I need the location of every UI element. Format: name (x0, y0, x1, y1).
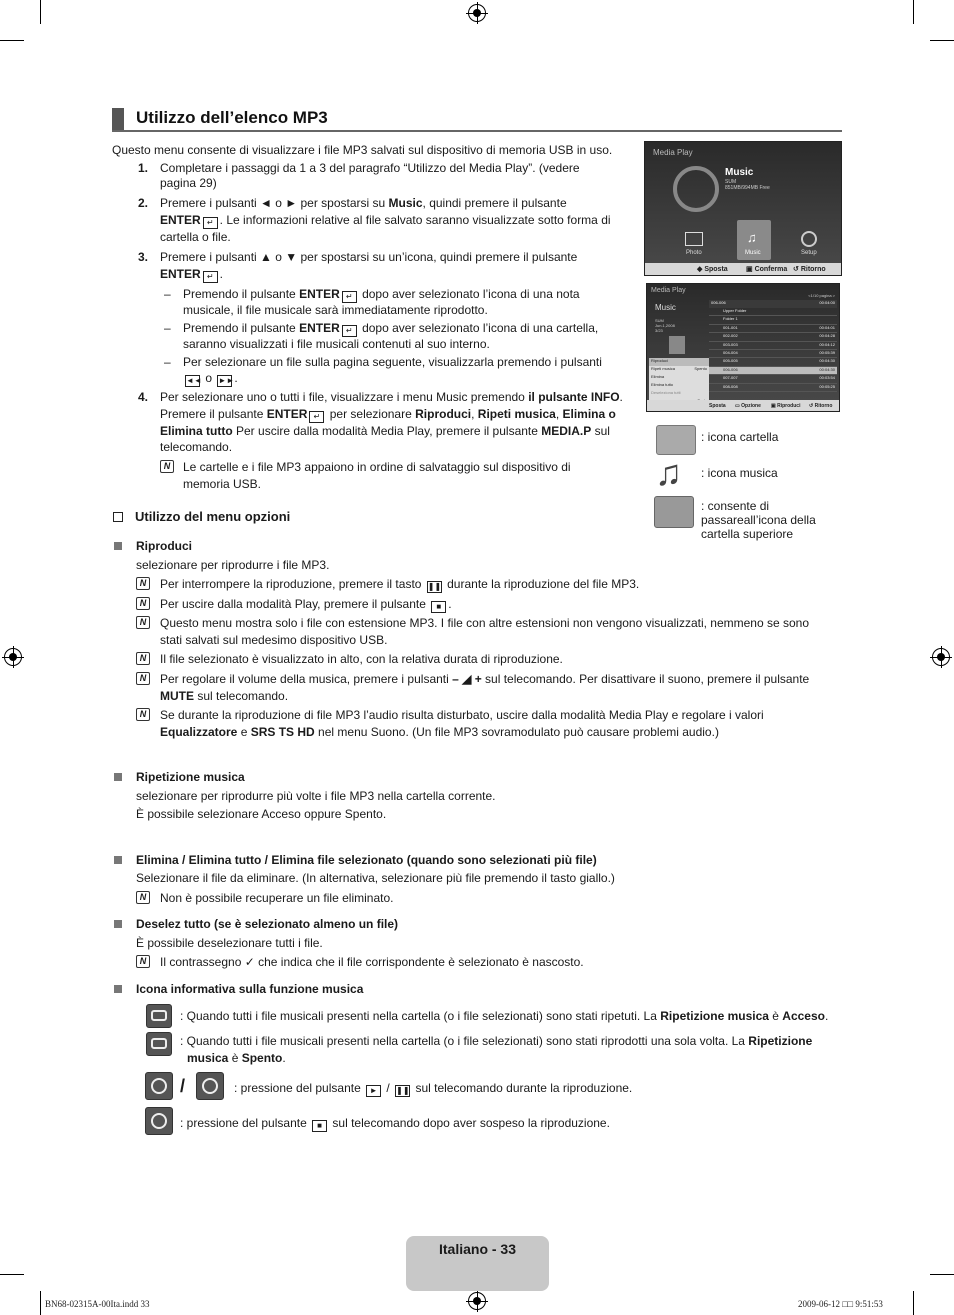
media-play-screen (644, 141, 842, 276)
note-icon: N (136, 891, 150, 904)
note-icon: N (136, 672, 150, 685)
riproduci-note-6-l1: Se durante la riproduzione di file MP3 l’audio risulta disturbato, uscire dalla modalità Media Play e regolare i valori (160, 708, 764, 722)
enter-icon: ↵ (342, 325, 357, 337)
checkbox-icon (113, 512, 123, 522)
deselez-note: Il contrassegno ✓ che indica che il file corrispondente è selezionato è nascosto. (160, 955, 584, 969)
step-4-line-1: Per selezionare uno o tutti i file, visualizzare i menu Music premendo il pulsante INFO. (160, 390, 623, 404)
crop-mark (930, 1274, 954, 1275)
elimina-heading: Elimina / Elimina tutto / Elimina file selezionato (quando sono selezionati più file) (136, 853, 597, 867)
file-name: Upper Folder (723, 308, 747, 313)
note-icon: N (136, 955, 150, 968)
pause-icon: ❚❚ (427, 582, 442, 591)
dash-mark: – (164, 287, 171, 301)
step-4-line-3: Elimina tutto Per uscire dalla modalità Media Play, premere il pulsante MEDIA.P sul (160, 424, 610, 438)
enter-icon: ↵ (309, 411, 324, 423)
play-icon: ► (366, 1085, 381, 1097)
footer-file: BN68-02315A-00Ita.indd 33 (45, 1299, 150, 1309)
dash-1-line-1: Premendo il pulsante ENTER ↵ dopo aver selezionato l’icona di una nota (183, 287, 580, 301)
page-number: Italiano - 33 (438, 1241, 517, 1257)
footer-timestamp: 2009-06-12 □□ 9:51:53 (798, 1299, 883, 1309)
legend-upper-l2: passareall’icona della (701, 513, 816, 527)
crop-mark (913, 1291, 914, 1315)
riproduci-note-2: Per uscire dalla modalità Play, premere il pulsante ■ . (160, 597, 452, 611)
title-marker (112, 108, 124, 130)
tab-setup: Setup (801, 250, 817, 256)
crop-mark (930, 40, 954, 41)
riproduci-note-5-l2: MUTE sul telecomando. (160, 689, 289, 703)
ripetizione-heading: Ripetizione musica (136, 770, 245, 784)
note-icon: N (136, 708, 150, 721)
screen-music-label: Music (725, 167, 754, 178)
file-row[interactable] (709, 333, 837, 341)
riproduci-heading: Riproduci (136, 539, 192, 553)
file-duration: 00:04:30 (819, 358, 835, 364)
intro-text: Questo menu consente di visualizzare i file MP3 salvati sul dispositivo di memoria USB in uso. (112, 143, 613, 157)
music-note-icon: ♫ (747, 230, 757, 245)
riproduci-desc: selezionare per riprodurre i file MP3. (136, 558, 330, 572)
screen-info: 3/23 (655, 328, 663, 333)
deselez-line-1: È possibile deselezionare tutti i file. (136, 936, 323, 950)
play-status-icon (145, 1072, 173, 1100)
rewind-icon: ◄◄ (186, 376, 202, 385)
options-heading: Utilizzo del menu opzioni (135, 509, 291, 524)
dash-3-line-1: Per selezionare un file sulla pagina seguente, visualizzarla premendo i pulsanti (183, 355, 602, 369)
file-row[interactable] (709, 384, 837, 392)
elimina-line-1: Selezionare il file da eliminare. (In alternativa, selezionare più file premendo il tasto giallo.) (136, 871, 615, 885)
crop-mark (40, 0, 41, 24)
file-duration: 00:04:12 (819, 341, 835, 347)
screen-free-space: 851MB/994MB Free (725, 185, 770, 191)
ripetizione-line-2: È possibile selezionare Acceso oppure Spento. (136, 807, 387, 821)
menu-item-ripeti[interactable]: Ripeti musica Spento (651, 366, 707, 371)
note-icon: N (160, 460, 174, 473)
elimina-note: Non è possibile recuperare un file eliminato. (160, 891, 394, 905)
crop-mark (0, 40, 24, 41)
music-list-screen (646, 283, 840, 412)
step-1-line-1: Completare i passaggi da 1 a 3 del paragrafo “Utilizzo del Media Play”. (vedere (160, 161, 580, 175)
check-icon: ✓ (244, 955, 255, 969)
file-name: 004-004 (723, 349, 738, 355)
stop-icon: ■ (431, 601, 446, 613)
fast-forward-icon: ►► (218, 376, 235, 385)
slash: / (180, 1076, 186, 1096)
step-4-line-2: Premere il pulsante ENTER ↵ per selezionare Riproduci, Ripeti musica, Elimina o (160, 407, 616, 421)
page-indicator: <1/10 pagina > (808, 293, 835, 298)
file-duration: 00:05:25 (819, 383, 835, 389)
screen-device: SUM (725, 179, 737, 185)
menu-item-riproduci[interactable]: Riproduci (649, 358, 709, 366)
now-playing-row: 006-006 00:04:00 (709, 300, 837, 308)
tab-music: Music (745, 250, 761, 256)
title-rule (112, 130, 842, 132)
file-row[interactable] (709, 325, 837, 333)
note-line-2: memoria USB. (183, 477, 262, 491)
screen-music-label: Music (655, 303, 676, 312)
step-1-line-2: pagina 29) (160, 176, 217, 190)
upper-folder-icon (654, 496, 694, 528)
enter-icon: ↵ (342, 291, 357, 303)
icona-row-2-l2: musica è Spento. (187, 1051, 286, 1065)
headphones-icon (673, 166, 719, 212)
screen-info: Jun.1,2008 (655, 323, 675, 328)
file-name: 001-001 (723, 324, 738, 330)
pause-status-icon (196, 1072, 224, 1100)
file-row[interactable] (709, 375, 837, 383)
deselez-heading: Deselez tutto (se è selezionato almeno un file) (136, 917, 399, 931)
crop-mark (0, 1274, 24, 1275)
file-name: 005-005 (723, 358, 738, 364)
file-row[interactable] (709, 342, 837, 350)
dash-1-line-2: musicale, il file musicale sarà immediatamente riprodotto. (183, 303, 488, 317)
icona-heading: Icona informativa sulla funzione musica (136, 982, 364, 996)
registration-mark-icon (932, 648, 950, 666)
screen-header: Media Play (653, 148, 693, 157)
stop-status-icon (145, 1107, 173, 1135)
file-name: 007-007 (723, 375, 738, 381)
screen-help-bar: Sposta ▭ Opzione ▣ Riproduci ↺ Ritorno (647, 400, 839, 411)
icona-row-2-l1: : Quando tutti i file musicali presenti nella cartella (o i file selezionati) sono stati riprodotti una sola volta. La Ripetizione (180, 1034, 813, 1048)
step-number: 2. (138, 196, 149, 210)
file-name: Folder 1 (723, 316, 738, 322)
legend-folder: : icona cartella (701, 430, 779, 444)
riproduci-note-3-l2: stati salvati sul medesimo dispositivo USB. (160, 633, 388, 647)
screen-info: SUM (655, 318, 664, 323)
step-3-line-2: ENTER ↵ . (160, 267, 224, 281)
folder-icon (656, 425, 696, 455)
step-4-line-4: telecomando. (160, 440, 233, 454)
album-art-icon (669, 336, 685, 354)
registration-mark-icon (468, 4, 486, 22)
enter-icon: ↵ (203, 217, 218, 229)
file-name: 008-008 (723, 383, 738, 389)
dash-mark: – (164, 355, 171, 369)
icona-row-3: : pressione del pulsante ► / ❚❚ sul telecomando durante la riproduzione. (234, 1081, 633, 1095)
file-row[interactable] (709, 350, 837, 358)
screen-help-bar: ◆ Sposta ▣ Conferma ↺ Ritorno (645, 263, 841, 275)
file-row[interactable] (709, 308, 837, 316)
file-duration: 00:04:30 (819, 366, 835, 372)
note-icon: N (136, 616, 150, 629)
dash-mark: – (164, 321, 171, 335)
repeat-off-icon (146, 1032, 172, 1056)
icona-row-4: : pressione del pulsante ■ sul telecomando dopo aver sospeso la riproduzione. (180, 1116, 610, 1130)
file-list (709, 300, 837, 400)
dash-2-line-2: saranno visualizzati i file musicali contenuti al suo interno. (183, 337, 490, 351)
note-icon: N (136, 652, 150, 665)
repeat-on-icon (146, 1004, 172, 1028)
icona-row-1: : Quando tutti i file musicali presenti nella cartella (o i file selezionati) sono stati ripetuti. La Ripetizione musica è Acceso. (180, 1009, 829, 1023)
menu-item-elimina[interactable]: Elimina (651, 374, 665, 379)
riproduci-note-5-l1: Per regolare il volume della musica, premere i pulsanti – ◢ + sul telecomando. Per disattivare il suono, premere il pulsante (160, 672, 810, 686)
volume-icon: – ◢ + (452, 672, 482, 686)
page-title: Utilizzo dell’elenco MP3 (136, 108, 328, 127)
riproduci-note-4: Il file selezionato è visualizzato in alto, con la relativa durata di riproduzione. (160, 652, 563, 666)
menu-item-elimina-tutto[interactable]: Elimina tutto (651, 382, 674, 387)
ripetizione-line-1: selezionare per riprodurre più volte i file MP3 nella cartella corrente. (136, 789, 496, 803)
bullet-icon (114, 542, 122, 550)
music-icon: ♫ (655, 452, 682, 493)
step-number: 4. (138, 390, 149, 404)
stop-icon: ■ (312, 1120, 327, 1132)
file-name: 002-002 (723, 333, 738, 339)
file-row[interactable] (709, 316, 837, 324)
gear-icon (801, 231, 817, 247)
file-duration: 00:04:01 (819, 324, 835, 330)
note-icon: N (136, 577, 150, 590)
file-name: 003-003 (723, 341, 738, 347)
legend-upper-l1: : consente di (701, 499, 770, 513)
riproduci-note-1: Per interrompere la riproduzione, premere il tasto ❚❚ durante la riproduzione del file MP3. (160, 577, 640, 591)
enter-icon: ↵ (203, 271, 218, 283)
note-icon: N (136, 597, 150, 610)
file-name: 006-006 (723, 366, 738, 372)
file-duration: 00:04:28 (819, 333, 835, 339)
legend-upper-l3: cartella superiore (701, 527, 794, 541)
dash-2-line-1: Premendo il pulsante ENTER ↵ dopo aver selezionato l’icona di una cartella, (183, 321, 599, 335)
step-3-line-1: Premere i pulsanti ▲ o ▼ per spostarsi su un’icona, quindi premere il pulsante (160, 250, 578, 264)
registration-mark-icon (468, 1292, 486, 1310)
dash-3-line-2: ◄◄ o ►►. (186, 371, 238, 385)
screen-header: Media Play (651, 287, 686, 294)
crop-mark (40, 1291, 41, 1315)
step-number: 1. (138, 161, 149, 175)
bullet-icon (114, 773, 122, 781)
crop-mark (913, 0, 914, 24)
legend-music: : icona musica (701, 466, 778, 480)
bullet-icon (114, 856, 122, 864)
file-row[interactable] (709, 358, 837, 366)
note-line-1: Le cartelle e i file MP3 appaiono in ordine di salvataggio sul dispositivo di (183, 460, 571, 474)
photo-icon (685, 232, 703, 246)
riproduci-note-6-l2: Equalizzatore e SRS TS HD nel menu Suono. (Un file MP3 sovramodulato può causare problemi audio.) (160, 725, 719, 739)
menu-item-deseleziona[interactable]: Deseleziona tutti (651, 390, 681, 395)
bullet-icon (114, 920, 122, 928)
tab-photo: Photo (686, 250, 702, 256)
bullet-icon (114, 985, 122, 993)
step-2-line-3: cartella o file. (160, 230, 231, 244)
riproduci-note-3-l1: Questo menu mostra solo i file con estensione MP3. I file con altre estensioni non vengono visualizzati, nemmeno se sono (160, 616, 810, 630)
step-2-line-1: Premere i pulsanti ◄ o ► per spostarsi su Music, quindi premere il pulsante (160, 196, 567, 210)
step-2-line-2: ENTER ↵ . Le informazioni relative al file salvato saranno visualizzate sotto forma di (160, 213, 611, 227)
pause-icon: ❚❚ (396, 1086, 410, 1095)
step-number: 3. (138, 250, 149, 264)
file-duration: 00:05:39 (819, 349, 835, 355)
file-row[interactable] (709, 367, 837, 375)
file-duration: 00:03:54 (819, 375, 835, 381)
registration-mark-icon (4, 648, 22, 666)
